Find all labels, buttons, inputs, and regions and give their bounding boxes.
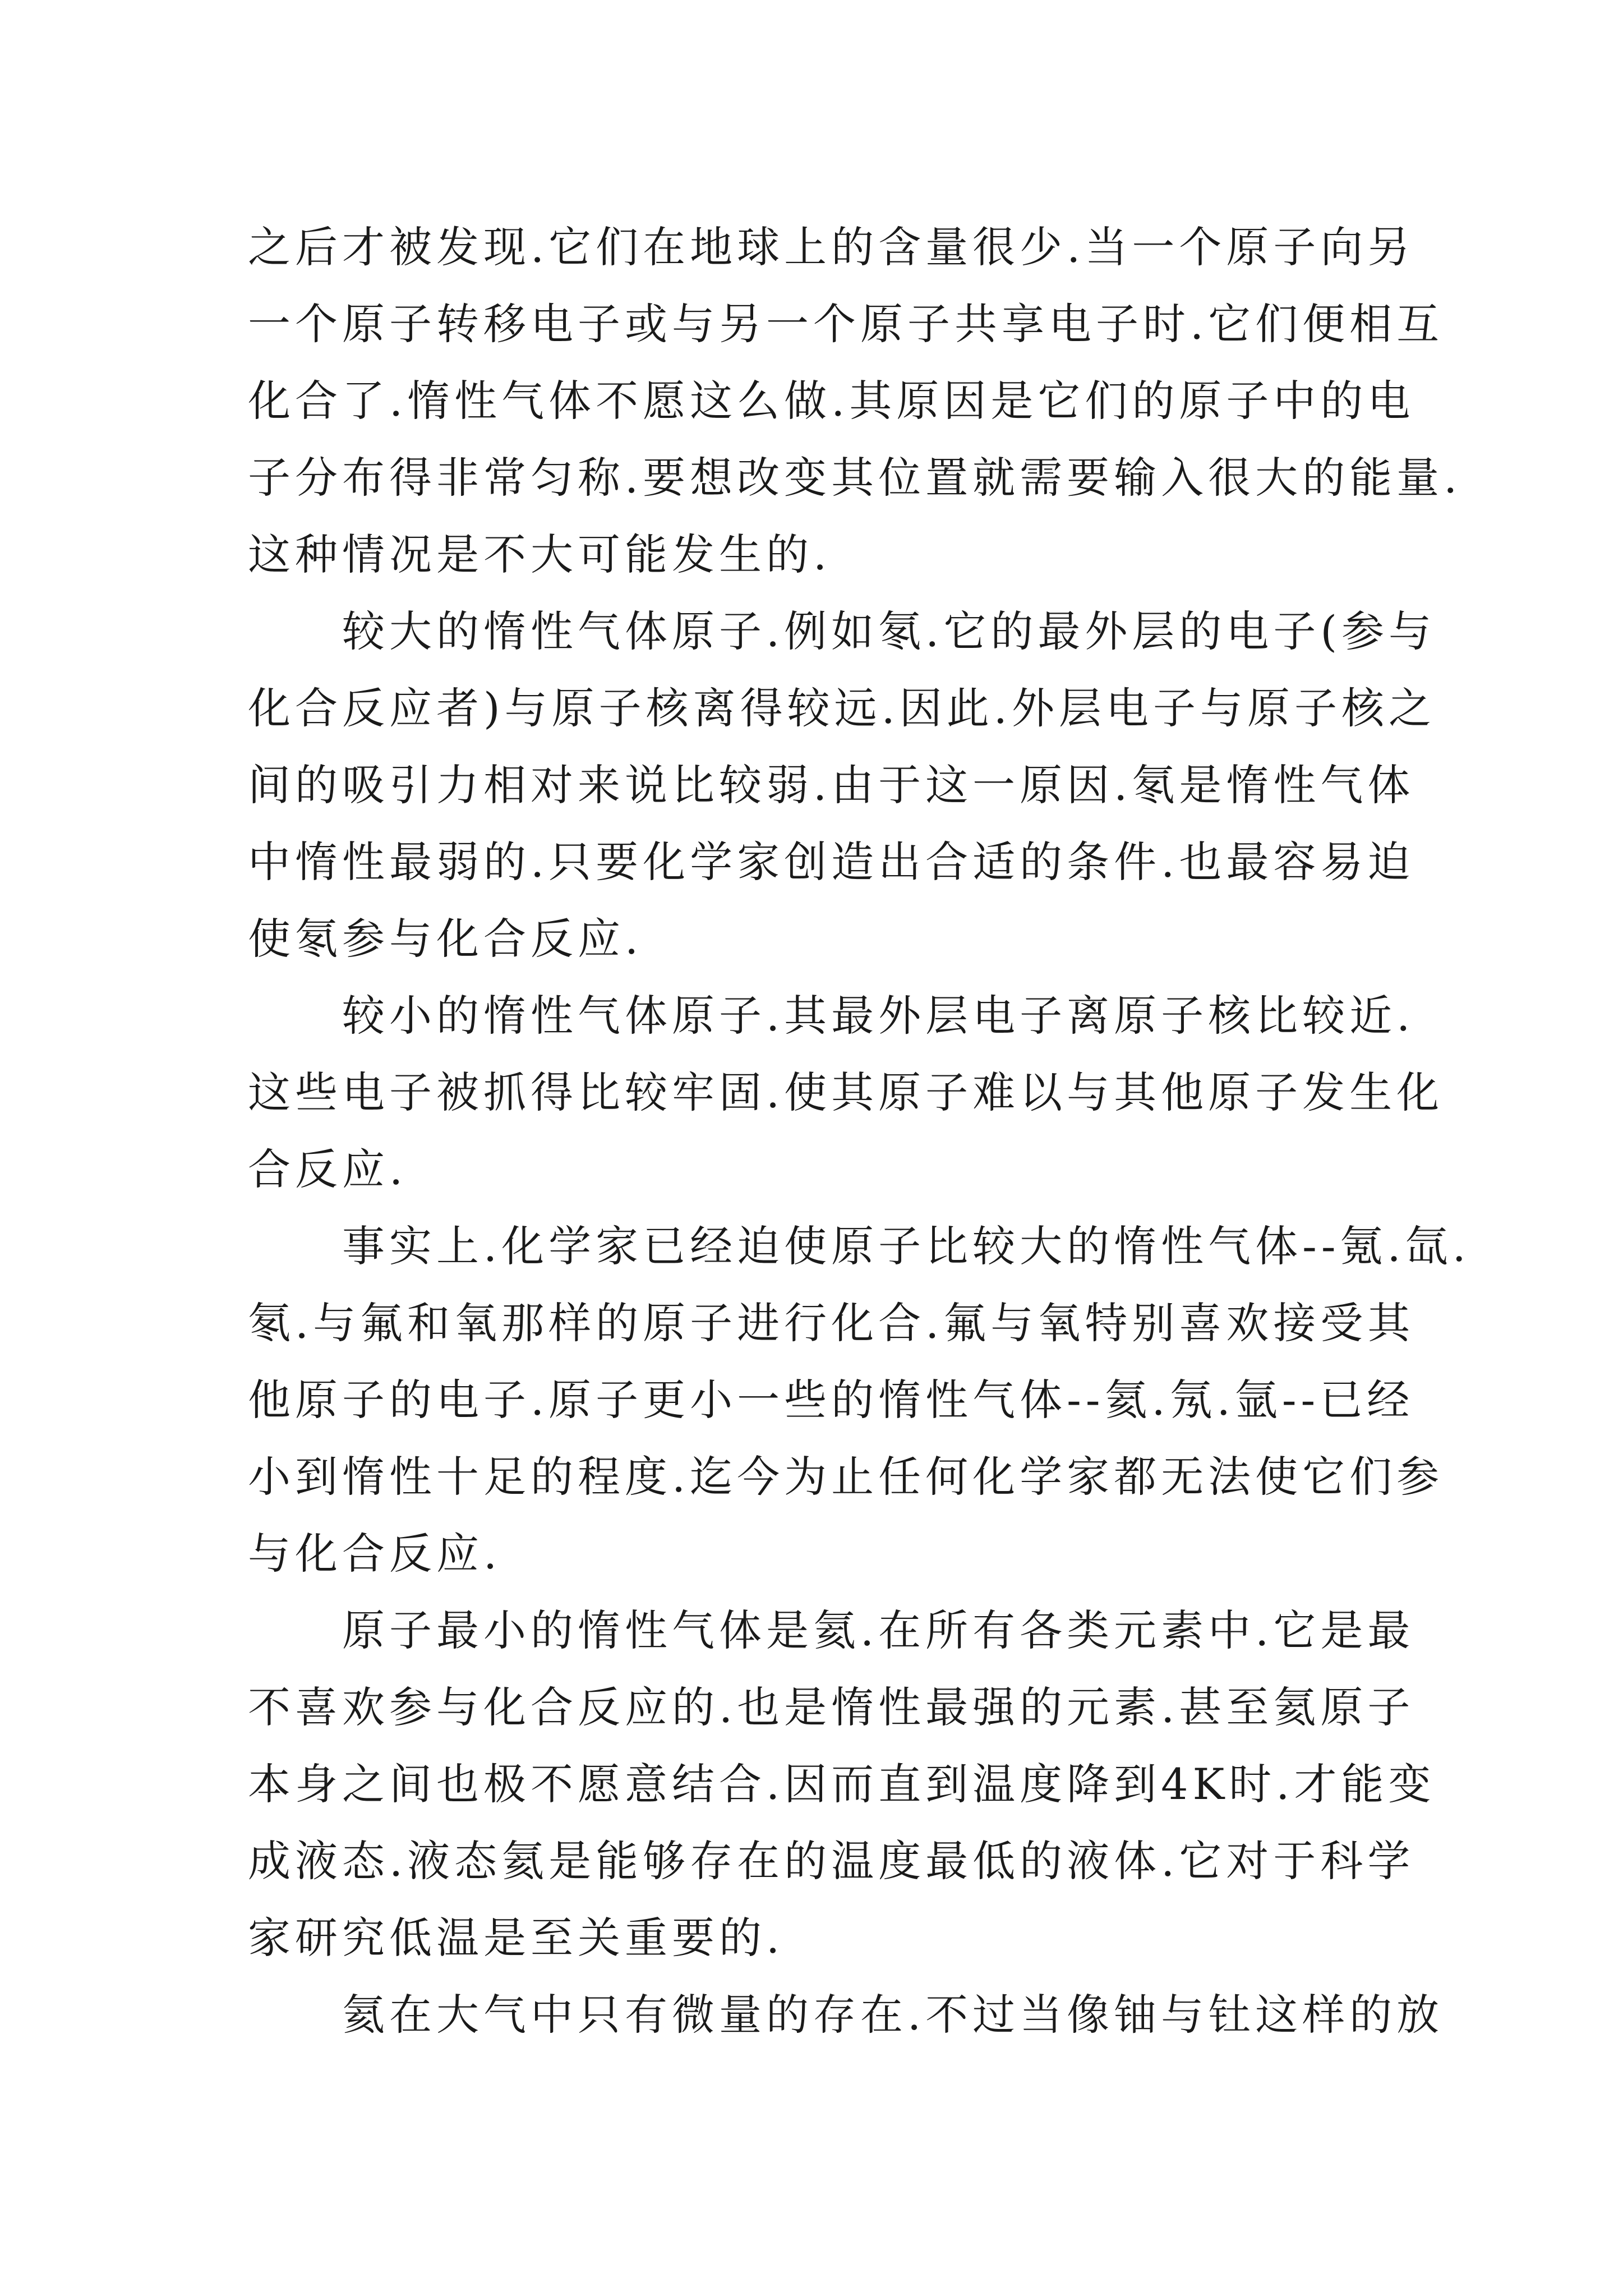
text-line: 之后才被发现.它们在地球上的含量很少.当一个原子向另 [248, 222, 1415, 272]
text-line: 事实上.化学家已经迫使原子比较大的惰性气体--氪.氙. [342, 1221, 1470, 1271]
text-line: 合反应. [248, 1144, 408, 1194]
text-line: 化合反应者)与原子核离得较远.因此.外层电子与原子核之 [248, 683, 1436, 733]
text-line: 子分布得非常匀称.要想改变其位置就需要输入很大的能量. [248, 453, 1462, 503]
paragraph [248, 209, 1462, 593]
paragraph [248, 1208, 1470, 1592]
text-line: 氦在大气中只有微量的存在.不过当像铀与钍这样的放 [342, 1990, 1444, 2040]
text-line: 氡.与氟和氧那样的原子进行化合.氟与氧特别喜欢接受其 [248, 1298, 1415, 1348]
body-text [248, 209, 1470, 2053]
text-line: 不喜欢参与化合反应的.也是惰性最强的元素.甚至氦原子 [248, 1682, 1415, 1732]
text-line: 间的吸引力相对来说比较弱.由于这一原因.氡是惰性气体 [248, 760, 1415, 810]
paragraph [248, 593, 1436, 977]
paragraph [248, 1592, 1436, 1976]
paragraph [248, 977, 1444, 1208]
text-line: 小到惰性十足的程度.迄今为止任何化学家都无法使它们参 [248, 1452, 1444, 1502]
text-line: 化合了.惰性气体不愿这么做.其原因是它们的原子中的电 [248, 376, 1415, 426]
text-line: 他原子的电子.原子更小一些的惰性气体--氦.氖.氩--已经 [248, 1375, 1414, 1425]
text-line: 家研究低温是至关重要的. [248, 1913, 785, 1963]
text-line: 这些电子被抓得比较牢固.使其原子难以与其他原子发生化 [248, 1068, 1444, 1117]
text-line: 本身之间也极不愿意结合.因而直到温度降到4K时.才能变 [248, 1759, 1436, 1809]
paragraph [248, 1976, 1444, 2053]
text-line: 使氡参与化合反应. [248, 914, 643, 964]
text-line: 与化合反应. [248, 1529, 502, 1579]
text-line: 较大的惰性气体原子.例如氡.它的最外层的电子(参与 [342, 606, 1436, 656]
text-line: 这种情况是不大可能发生的. [248, 530, 832, 579]
text-line: 较小的惰性气体原子.其最外层电子离原子核比较近. [342, 991, 1415, 1041]
text-line: 原子最小的惰性气体是氦.在所有各类元素中.它是最 [342, 1605, 1415, 1655]
text-line: 一个原子转移电子或与另一个原子共享电子时.它们便相互 [248, 299, 1444, 349]
text-line: 成液态.液态氦是能够存在的温度最低的液体.它对于科学 [248, 1836, 1415, 1886]
text-line: 中惰性最弱的.只要化学家创造出合适的条件.也最容易迫 [248, 837, 1415, 887]
